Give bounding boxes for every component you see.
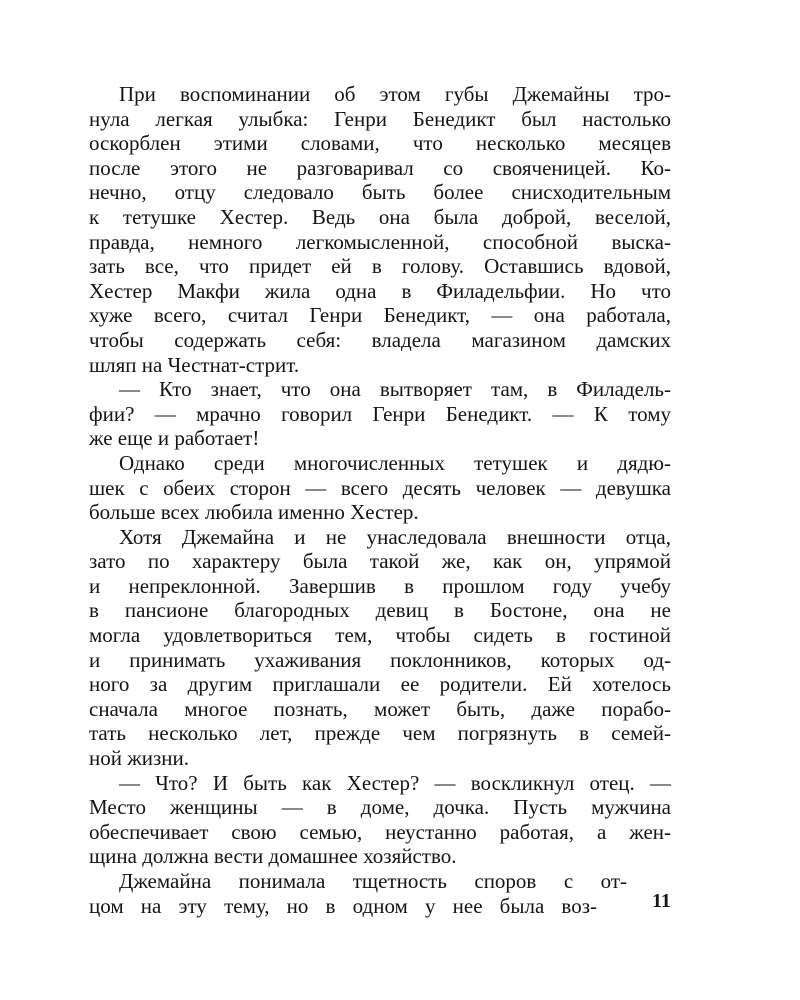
text-line: Место женщины — в доме, дочка. Пусть мужчина xyxy=(89,795,671,820)
text-line: ной жизни. xyxy=(89,746,189,771)
text-line: правда, немного легкомысленной, способной выска- xyxy=(89,229,671,254)
text-line: зато по характеру была такой же, как он, упрямой xyxy=(89,549,671,574)
text-line: ного за другим приглашали ее родители. Ей хотелось xyxy=(89,672,671,697)
text-line: шек с обеих сторон — всего десять человек — девушка xyxy=(89,475,671,500)
text-line: нечно, отцу следовало быть более снисходительным xyxy=(89,180,671,205)
paragraph xyxy=(89,525,671,771)
text-line: и непреклонной. Завершив в прошлом году учебу xyxy=(89,573,671,598)
text-line: могла удовлетвориться тем, чтобы сидеть в гостиной xyxy=(89,623,671,648)
page-number: 11 xyxy=(652,890,671,912)
text-line: При воспоминании об этом губы Джемайны тро- xyxy=(119,82,671,106)
text-line: сначала многое познать, может быть, даже порабо- xyxy=(89,696,671,721)
text-line: в пансионе благородных девиц в Бостоне, она не xyxy=(89,598,671,623)
text-line: фии? — мрачно говорил Генри Бенедикт. — К тому xyxy=(89,401,671,426)
text-line: Хестер Макфи жила одна в Филадельфии. Но что xyxy=(89,278,671,303)
text-line: больше всех любила именно Хестер. xyxy=(89,500,419,525)
text-line: Однако среди многочисленных тетушек и дядю- xyxy=(119,450,671,475)
text-line: — Кто знает, что она вытворяет там, в Филадель- xyxy=(119,377,671,402)
text-line: после этого не разговаривал со свояченицей. Ко- xyxy=(89,155,671,180)
paragraph xyxy=(89,451,671,525)
text-line: зать все, что придет ей в голову. Оставшись вдовой, xyxy=(89,254,671,279)
text-line: Хотя Джемайна и не унаследовала внешности отца, xyxy=(119,524,671,549)
text-line: оскорблен этими словами, что несколько месяцев xyxy=(89,131,671,156)
body-text xyxy=(89,82,671,918)
text-line: Джемайна понимала тщетность споров с от- xyxy=(119,869,627,893)
paragraph xyxy=(89,377,671,451)
paragraph xyxy=(89,771,671,869)
text-line: — Что? И быть как Хестер? — воскликнул отец. — xyxy=(119,770,671,795)
text-line: чтобы содержать себя: владела магазином дамских xyxy=(89,327,671,352)
paragraph xyxy=(89,869,671,918)
paragraph xyxy=(89,82,671,377)
text-line: щина должна вести домашнее хозяйство. xyxy=(89,844,457,869)
text-line: тать несколько лет, прежде чем погрязнуть в семей- xyxy=(89,721,671,746)
text-line: нула легкая улыбка: Генри Бенедикт был настолько xyxy=(89,106,671,131)
text-line: обеспечивает свою семью, неустанно работая, а жен- xyxy=(89,819,671,844)
text-line: к тетушке Хестер. Ведь она была доброй, веселой, xyxy=(89,204,671,229)
text-line: цом на эту тему, но в одном у нее была воз- xyxy=(89,893,597,918)
text-line: шляп на Честнат-стрит. xyxy=(89,352,300,377)
text-line: же еще и работает! xyxy=(89,426,260,451)
text-line: и принимать ухаживания поклонников, которых од- xyxy=(89,647,671,672)
text-line: хуже всего, считал Генри Бенедикт, — она работала, xyxy=(89,303,671,328)
